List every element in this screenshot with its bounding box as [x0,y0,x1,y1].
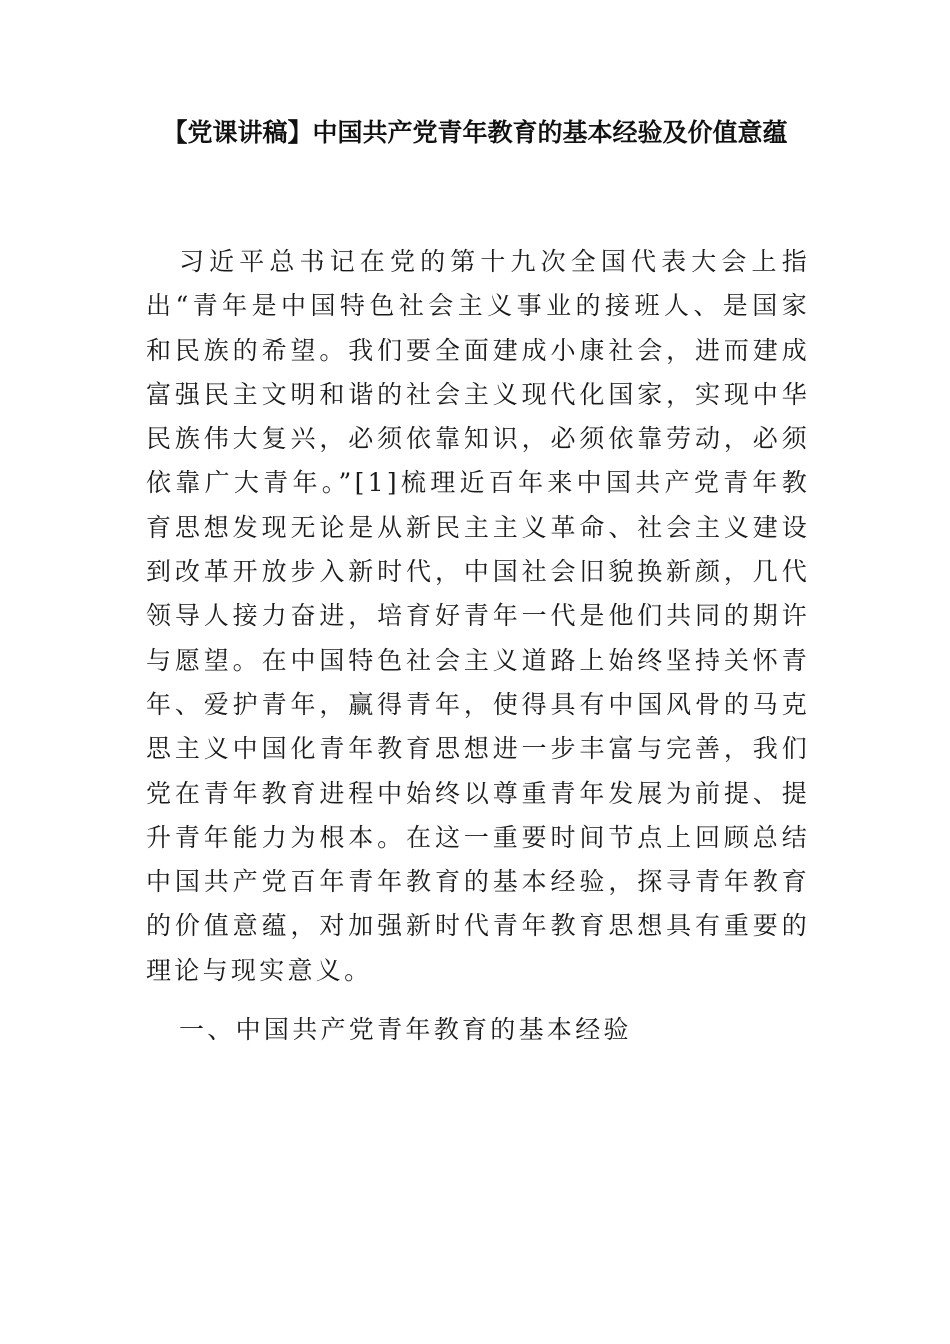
body-paragraph: 习近平总书记在党的第十九次全国代表大会上指出“青年是中国特色社会主义事业的接班人、是国家和民族的希望。我们要全面建成小康社会，进而建成富强民主文明和谐的社会主义现代化国家，实现中华民族伟大复兴，必须依靠知识，必须依靠劳动，必须依靠广大青年。”[1]梳理近百年来中国共产党青年教育思想发现无论是从新民主主义革命、社会主义建设到改革开放步入新时代，中国社会旧貌换新颜，几代领导人接力奋进，培育好青年一代是他们共同的期许与愿望。在中国特色社会主义道路上始终坚持关怀青年、爱护青年，赢得青年，使得具有中国风骨的马克思主义中国化青年教育思想进一步丰富与完善，我们党在青年教育进程中始终以尊重青年发展为前提、提升青年能力为根本。在这一重要时间节点上回顾总结中国共产党百年青年教育的基本经验，探寻青年教育的价值意蕴，对加强新时代青年教育思想具有重要的理论与现实意义。 [146,247,810,985]
section-heading: 一、中国共产党青年教育的基本经验 [179,1015,632,1044]
document-title: 【党课讲稿】中国共产党青年教育的基本经验及价值意蕴 [162,118,788,147]
